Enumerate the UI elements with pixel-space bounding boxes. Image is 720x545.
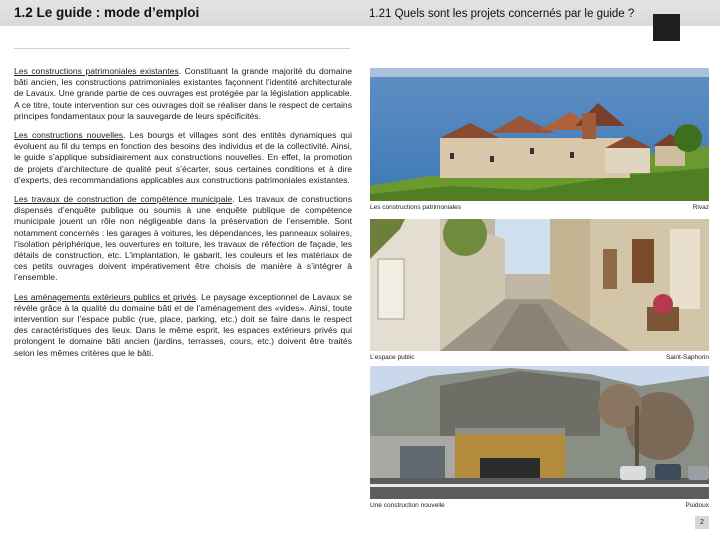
photo-caption-left: L’espace public bbox=[370, 354, 415, 361]
paragraph-lead: Les constructions nouvelles bbox=[14, 130, 124, 141]
photo-caption-right: Rivaz bbox=[692, 204, 709, 211]
paragraph-text: . Les bourgs et villages sont des entités dynamiques qui évoluent au fil du temps en fonction des besoins des individus et de la collectivité. Ainsi, le guide s’applique subsidiairement aux constructions nouvelles. En effet, la promotion de projets d’architecture de qualité peut s’écarter, sous certaines conditions et à dire d’experts, des recommandations applicables aux constructions patrimoniales existantes. bbox=[14, 130, 352, 185]
paragraph-lead: Les aménagements extérieurs publics et privés bbox=[14, 291, 196, 302]
paragraph-lead: Les travaux de construction de compétence municipale bbox=[14, 194, 233, 205]
page-number: 2 bbox=[695, 516, 709, 529]
paragraph-patrimoniales bbox=[14, 66, 352, 122]
paragraph-text: . Constituant la grande majorité du domaine bâti ancien, les constructions patrimoniales existantes façonnent l’identité architecturale de Lavaux. Une grande partie de ces ouvrages est protégée par la législation applicable. A ce titre, toute intervention sur ces ouvrages doit se réaliser dans le respect de certains principes fondamentaux pour la sauvegarde de leurs spécificités. bbox=[14, 66, 352, 121]
paragraph-text: . Le paysage exceptionnel de Lavaux se révèle grâce à la qualité du domaine bâti et de l’aménagement des «vides». Ainsi, toute intervention sur l’espace public (rue, place, parking, etc.) doit se faire dans le respect des caractéristiques des lieux. Dans le même esprit, les espaces extérieurs privés qui prolongent le domaine bâti ancien (jardins, terrasses, cours, etc.) doivent être traités selon les mêmes critères que le bâti. bbox=[14, 291, 352, 358]
photo-puidoux bbox=[370, 366, 709, 499]
section-title: 1.2 Le guide : mode d’emploi bbox=[14, 5, 200, 20]
paragraph-amenagements bbox=[14, 292, 352, 359]
corner-marker bbox=[653, 14, 680, 41]
photo-caption-right: Puidoux bbox=[685, 502, 709, 509]
photo-caption-left: Les constructions patrimoniales bbox=[370, 204, 462, 211]
photo-rivaz bbox=[370, 68, 709, 201]
paragraph-nouvelles bbox=[14, 130, 352, 186]
body-text bbox=[14, 66, 352, 367]
paragraph-lead: Les constructions patrimoniales existantes bbox=[14, 66, 179, 76]
photo-caption-left: Une construction nouvelle bbox=[370, 502, 445, 509]
divider-rule bbox=[14, 48, 350, 49]
paragraph-text: . Les travaux de constructions dispensés d’enquête publique ou soumis à une enquête publique de compétence municipale jouent un rôle non négligeable dans la préservation de l’ensemble. Sont notamment concernés : les garages à voitures, les dépendances, les panneaux solaires, l’isolation périphérique, les ouvertures en toiture, les travaux de réfection de façade, les détails de construction, etc. L’implantation, le gabarit, les couleurs et les matériaux de ces petits ouvrages doivent impérativement être choisis de manière à s’intégrer à l’ensemble. bbox=[14, 194, 352, 283]
photo-saint-saphorin bbox=[370, 219, 709, 351]
subsection-title: 1.21 Quels sont les projets concernés par le guide ? bbox=[369, 8, 635, 20]
page-header bbox=[0, 0, 720, 26]
photo-caption-right: Saint-Saphorin bbox=[666, 354, 709, 361]
paragraph-municipale bbox=[14, 194, 352, 284]
